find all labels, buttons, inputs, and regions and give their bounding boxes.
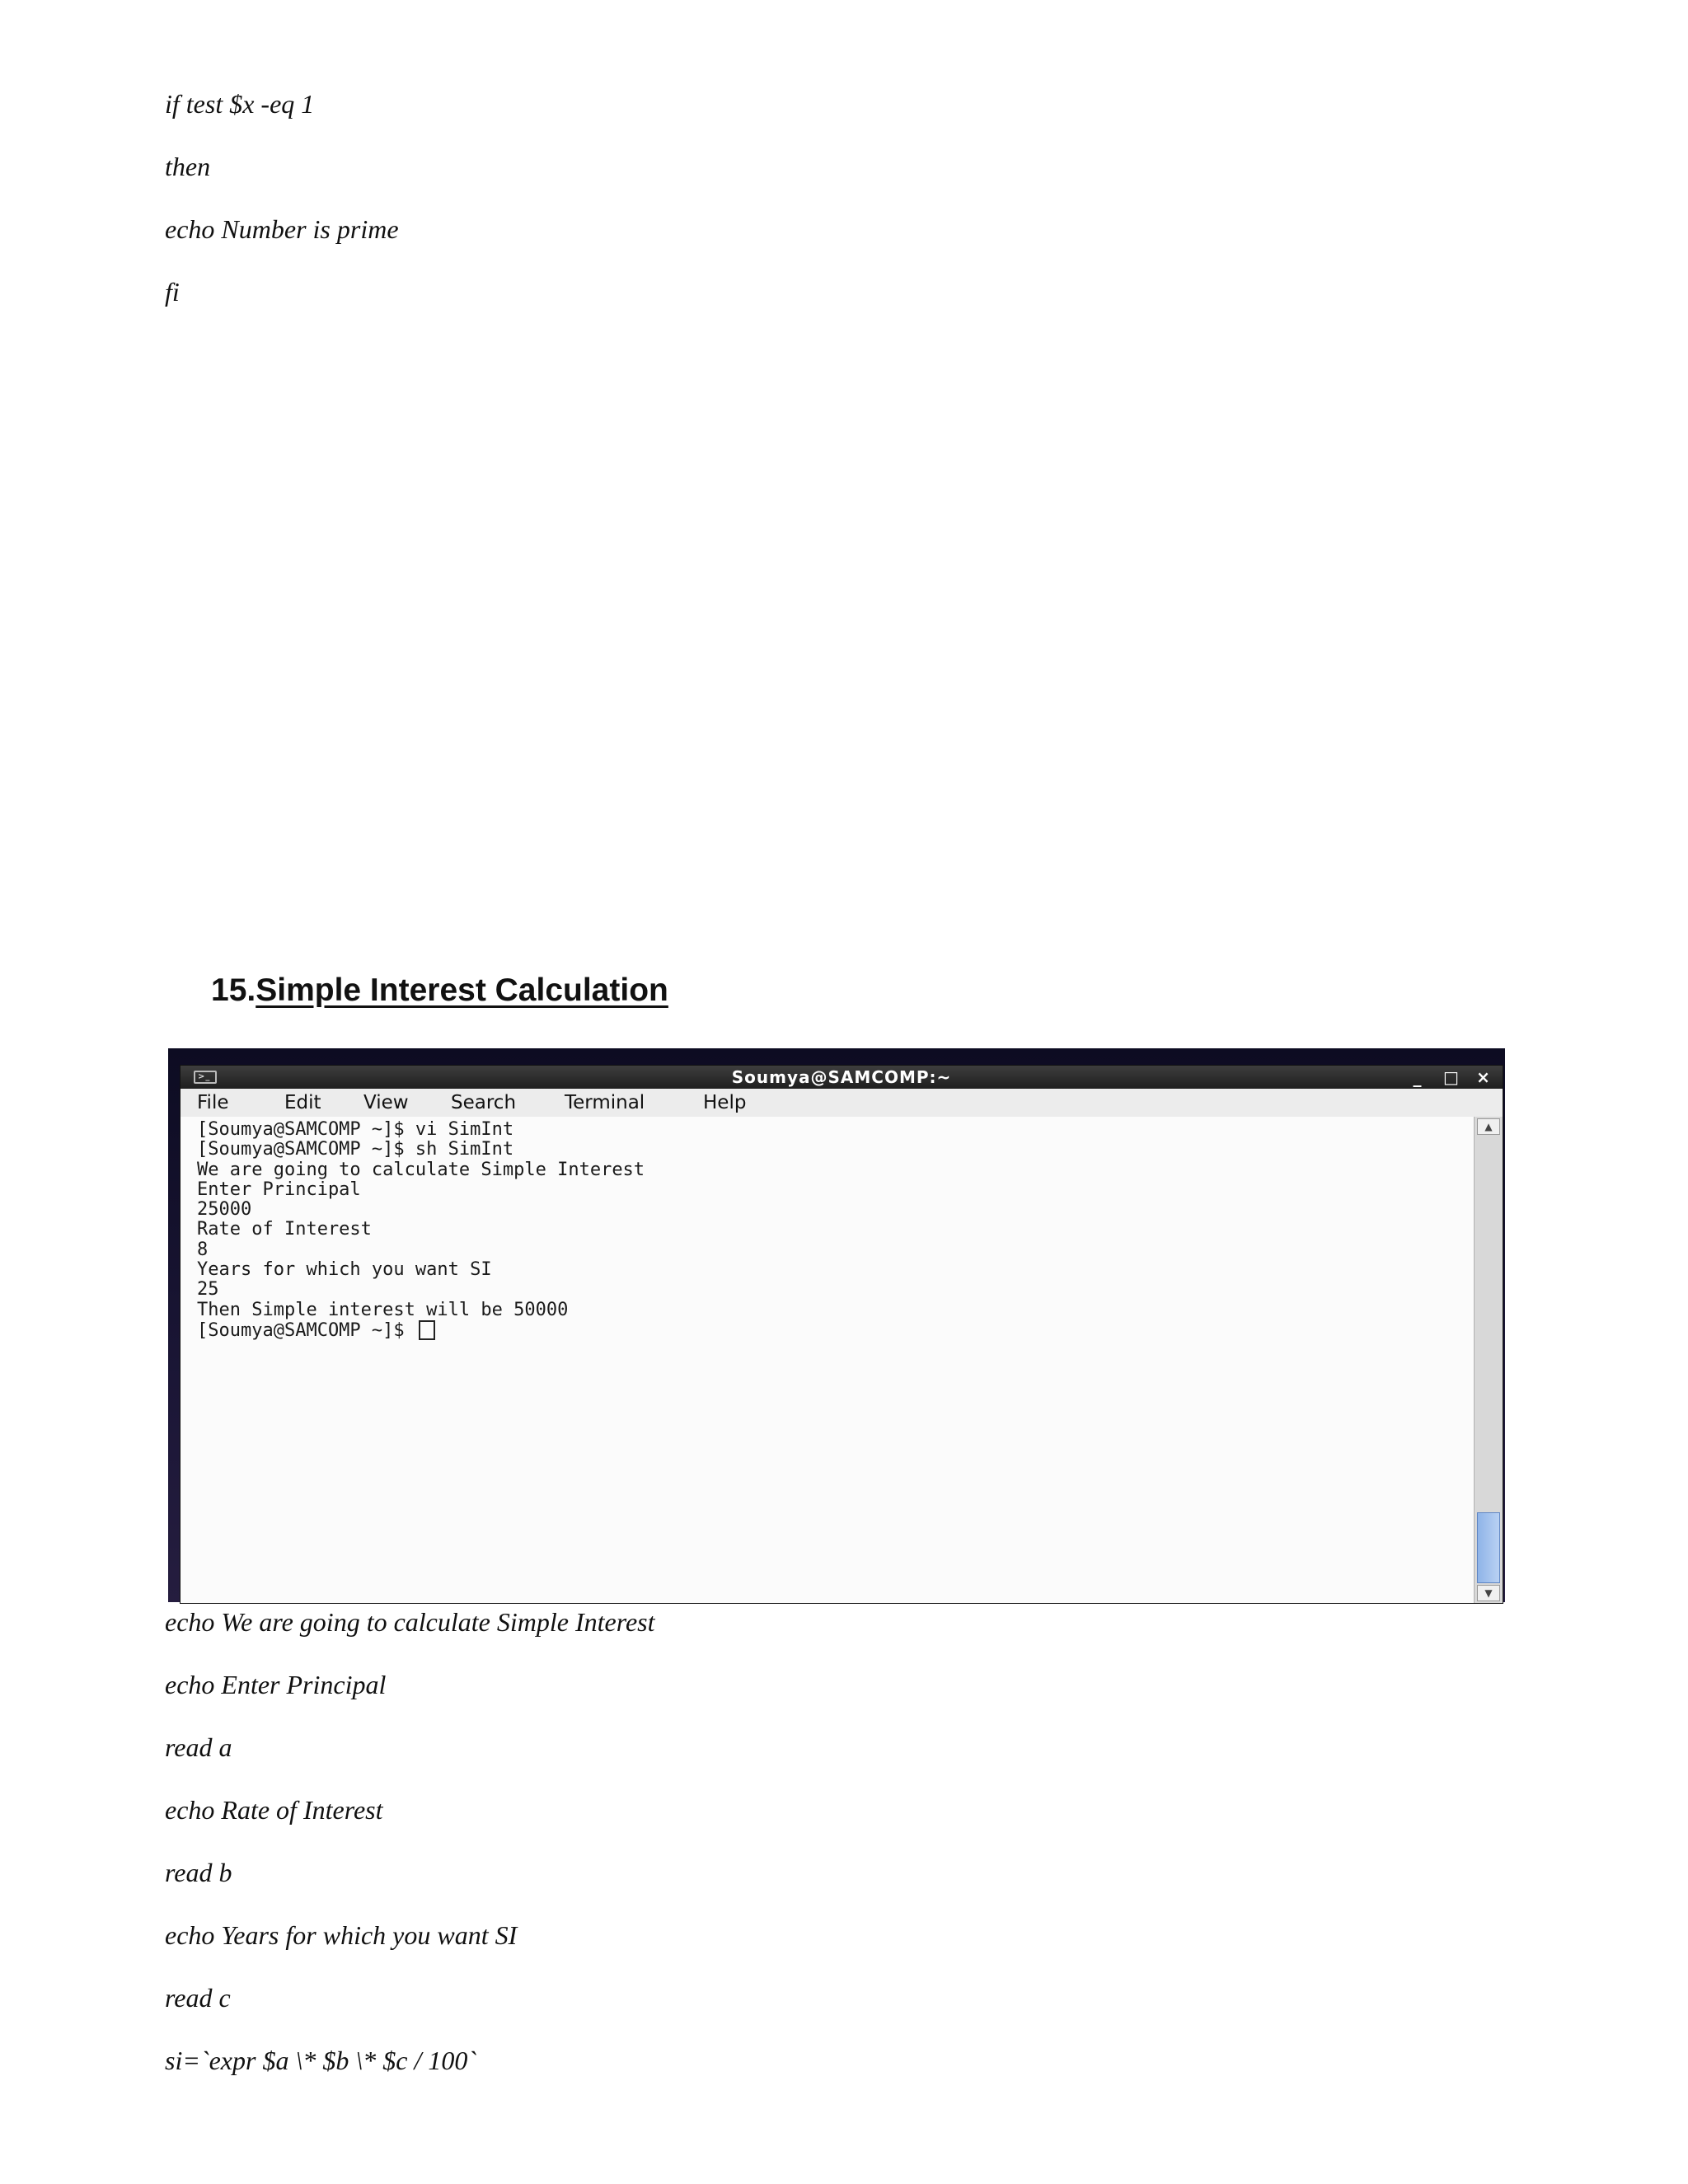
- section-number: 15.: [211, 972, 256, 1008]
- terminal-window: [180, 1065, 1503, 1604]
- menu-view[interactable]: View: [363, 1092, 409, 1113]
- code-line: fi: [165, 277, 180, 307]
- terminal-line: We are going to calculate Simple Interest: [197, 1159, 645, 1180]
- code-line: read b: [165, 1858, 232, 1887]
- window-controls: [1410, 1066, 1491, 1089]
- code-line: echo We are going to calculate Simple Interest: [165, 1607, 655, 1637]
- terminal-line: Then Simple interest will be 50000: [197, 1299, 569, 1320]
- vertical-scrollbar[interactable]: [1474, 1117, 1503, 1603]
- terminal-line: Years for which you want SI: [197, 1259, 492, 1281]
- menu-bar: [181, 1089, 1503, 1118]
- scroll-up-icon[interactable]: ▲: [1477, 1118, 1500, 1135]
- terminal-output[interactable]: [181, 1117, 1475, 1603]
- scroll-thumb[interactable]: [1477, 1512, 1500, 1583]
- code-line: read c: [165, 1983, 231, 2013]
- cursor-icon: [419, 1320, 435, 1340]
- terminal-line: [Soumya@SAMCOMP ~]$ vi SimInt: [197, 1119, 514, 1140]
- terminal-line: Rate of Interest: [197, 1219, 372, 1240]
- code-line: read a: [165, 1732, 232, 1762]
- maximize-button[interactable]: □: [1443, 1067, 1460, 1087]
- menu-terminal[interactable]: Terminal: [565, 1092, 645, 1113]
- scroll-down-icon[interactable]: ▼: [1477, 1585, 1500, 1601]
- code-line: si=`expr $a \* $b \* $c / 100`: [165, 2046, 476, 2075]
- code-line: echo Number is prime: [165, 214, 399, 244]
- title-bar: [181, 1066, 1503, 1089]
- menu-edit[interactable]: Edit: [284, 1092, 321, 1113]
- terminal-line: 25000: [197, 1199, 252, 1221]
- terminal-prompt-line: [197, 1320, 645, 1340]
- menu-help[interactable]: Help: [703, 1092, 747, 1113]
- section-title: Simple Interest Calculation: [256, 972, 668, 1008]
- terminal-prompt: [Soumya@SAMCOMP ~]$: [197, 1319, 415, 1341]
- code-line: if test $x -eq 1: [165, 89, 315, 119]
- code-line: echo Years for which you want SI: [165, 1920, 518, 1950]
- menu-search[interactable]: Search: [451, 1092, 517, 1113]
- terminal-app-icon: >_: [194, 1071, 217, 1084]
- terminal-line: 25: [197, 1279, 219, 1301]
- code-line: echo Enter Principal: [165, 1670, 387, 1699]
- terminal-screenshot: [168, 1048, 1505, 1602]
- minimize-button[interactable]: _: [1413, 1067, 1423, 1087]
- terminal-line: Enter Principal: [197, 1179, 361, 1200]
- close-button[interactable]: ×: [1476, 1067, 1491, 1087]
- terminal-line: [Soumya@SAMCOMP ~]$ sh SimInt: [197, 1139, 514, 1160]
- window-title: Soumya@SAMCOMP:~: [731, 1067, 952, 1087]
- code-line: then: [165, 152, 211, 181]
- terminal-line: 8: [197, 1239, 209, 1260]
- section-heading: [211, 972, 668, 1009]
- code-line: echo Rate of Interest: [165, 1795, 383, 1825]
- menu-file[interactable]: File: [197, 1092, 229, 1113]
